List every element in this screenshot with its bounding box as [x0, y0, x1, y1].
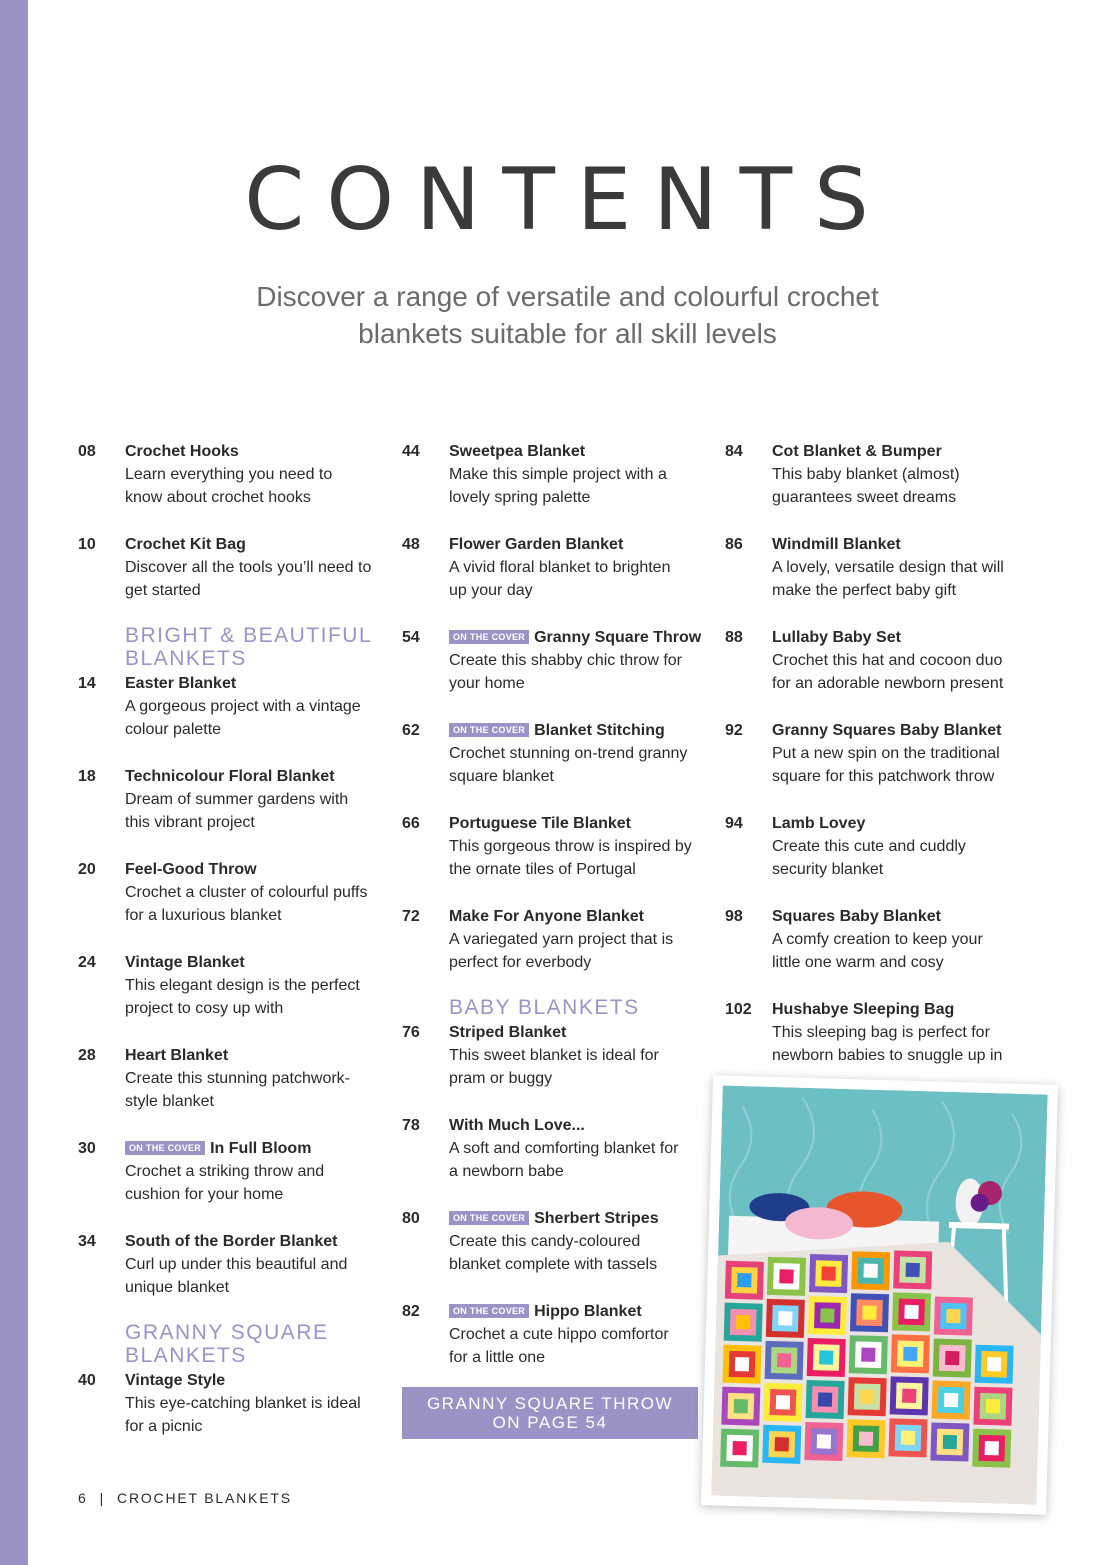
- entry-title: Vintage Blanket: [125, 954, 245, 971]
- contents-entry[interactable]: [78, 440, 388, 509]
- contents-entry[interactable]: [402, 440, 712, 509]
- cover-callout-line: GRANNY SQUARE THROW: [426, 1394, 674, 1413]
- contents-entry[interactable]: [402, 1021, 712, 1090]
- entry-description: square for this patchwork throw: [772, 768, 995, 785]
- entry-description: Create this cute and cuddly: [772, 838, 966, 855]
- page-number: 98: [725, 908, 743, 925]
- contents-entry[interactable]: [725, 626, 1045, 695]
- footer-page-number: 6: [78, 1490, 88, 1506]
- page-number: 28: [78, 1047, 96, 1064]
- entry-title-text: Granny Square Throw: [534, 629, 702, 646]
- contents-entry[interactable]: [78, 533, 388, 602]
- entry-title: Granny Squares Baby Blanket: [772, 722, 1002, 739]
- page-number: 24: [78, 954, 96, 971]
- page-number: 88: [725, 629, 743, 646]
- page-number: 40: [78, 1372, 96, 1389]
- page-number: 84: [725, 443, 743, 460]
- section-heading-granny-square: [78, 1321, 388, 1367]
- contents-entry[interactable]: [725, 905, 1045, 974]
- entry-description: This sleeping bag is perfect for: [772, 1024, 990, 1041]
- entry-description: Make this simple project with a: [449, 466, 667, 483]
- entry-title-text: Hippo Blanket: [534, 1303, 642, 1320]
- entry-description: Dream of summer gardens with: [125, 791, 349, 808]
- entry-title: Squares Baby Blanket: [772, 908, 941, 925]
- contents-entry[interactable]: [402, 1114, 712, 1183]
- page-number: 10: [78, 536, 96, 553]
- entry-description: Crochet a striking throw and: [125, 1163, 325, 1180]
- page-number: 80: [402, 1210, 420, 1227]
- page-number: 18: [78, 768, 96, 785]
- entry-title: Feel-Good Throw: [125, 861, 257, 878]
- entry-title-text: Sherbert Stripes: [534, 1210, 659, 1227]
- on-the-cover-badge: ON THE COVER: [125, 1141, 205, 1155]
- contents-entry[interactable]: [402, 812, 712, 881]
- on-the-cover-badge: ON THE COVER: [449, 1211, 529, 1225]
- contents-entry[interactable]: [78, 858, 388, 927]
- page-number: 94: [725, 815, 743, 832]
- entry-description: for a luxurious blanket: [125, 907, 282, 924]
- contents-entry[interactable]: [78, 1044, 388, 1113]
- entry-title: South of the Border Blanket: [125, 1233, 338, 1250]
- entry-description: for an adorable newborn present: [772, 675, 1004, 692]
- entry-description: A gorgeous project with a vintage: [125, 698, 361, 715]
- entry-description: newborn babies to snuggle up in: [772, 1047, 1003, 1064]
- contents-entry[interactable]: [725, 998, 1045, 1067]
- page-number: 66: [402, 815, 420, 832]
- entry-title: Make For Anyone Blanket: [449, 908, 645, 925]
- entry-title: Crochet Kit Bag: [125, 536, 246, 553]
- on-the-cover-badge: ON THE COVER: [449, 723, 529, 737]
- contents-entry[interactable]: [402, 533, 712, 602]
- page-number: 82: [402, 1303, 420, 1320]
- entry-description: security blanket: [772, 861, 884, 878]
- section-heading-line: BABY BLANKETS: [449, 996, 640, 1019]
- section-heading-bright-beautiful: [78, 624, 388, 670]
- entry-title: Heart Blanket: [125, 1047, 229, 1064]
- page-title: CONTENTS: [244, 150, 891, 250]
- page-number: 54: [402, 629, 420, 646]
- entry-description: square blanket: [449, 768, 554, 785]
- entry-description: cushion for your home: [125, 1186, 284, 1203]
- entry-description: get started: [125, 582, 201, 599]
- section-heading-baby-blankets: [402, 996, 712, 1019]
- entry-description: blanket complete with tassels: [449, 1256, 658, 1273]
- contents-column-3: [725, 440, 1045, 1091]
- entry-description: the ornate tiles of Portugal: [449, 861, 636, 878]
- on-the-cover-badge: ON THE COVER: [449, 1304, 529, 1318]
- page-number: 92: [725, 722, 743, 739]
- entry-description: know about crochet hooks: [125, 489, 311, 506]
- entry-title: Striped Blanket: [449, 1024, 567, 1041]
- entry-title-text: In Full Bloom: [210, 1140, 312, 1157]
- entry-title: [449, 626, 712, 649]
- entry-title-text: Blanket Stitching: [534, 722, 665, 739]
- contents-column-2: [402, 440, 712, 1393]
- footer-separator: |: [99, 1490, 106, 1506]
- entry-description: Put a new spin on the traditional: [772, 745, 1000, 762]
- entry-title: Flower Garden Blanket: [449, 536, 624, 553]
- contents-entry[interactable]: [725, 440, 1045, 509]
- entry-title: [125, 1137, 388, 1160]
- entry-description: a newborn babe: [449, 1163, 564, 1180]
- page-number: 34: [78, 1233, 96, 1250]
- entry-description: Crochet a cluster of colourful puffs: [125, 884, 368, 901]
- entry-description: unique blanket: [125, 1279, 230, 1296]
- entry-description: Learn everything you need to: [125, 466, 333, 483]
- entry-title: With Much Love...: [449, 1117, 585, 1134]
- contents-entry[interactable]: [78, 1230, 388, 1299]
- section-heading-line: BLANKETS: [125, 647, 247, 670]
- entry-description: your home: [449, 675, 525, 692]
- entry-title: Hushabye Sleeping Bag: [772, 1001, 955, 1018]
- entry-title: Windmill Blanket: [772, 536, 901, 553]
- contents-entry[interactable]: [402, 905, 712, 974]
- page-number: 48: [402, 536, 420, 553]
- entry-description: This sweet blanket is ideal for: [449, 1047, 659, 1064]
- entry-title: [449, 1207, 712, 1230]
- page-number: 20: [78, 861, 96, 878]
- entry-title: Lullaby Baby Set: [772, 629, 901, 646]
- page-number: 76: [402, 1024, 420, 1041]
- contents-column-1: [78, 440, 388, 1462]
- entry-title: Cot Blanket & Bumper: [772, 443, 942, 460]
- entry-description: A variegated yarn project that is: [449, 931, 674, 948]
- entry-description: This elegant design is the perfect: [125, 977, 360, 994]
- entry-description: A soft and comforting blanket for: [449, 1140, 679, 1157]
- entry-title: [449, 1300, 712, 1323]
- contents-entry[interactable]: [402, 1207, 712, 1276]
- entry-description: Crochet stunning on-trend granny: [449, 745, 688, 762]
- section-heading-line: BRIGHT & BEAUTIFUL: [125, 624, 373, 647]
- cover-callout-box[interactable]: [402, 1387, 698, 1439]
- contents-entry[interactable]: [78, 951, 388, 1020]
- entry-description: for a little one: [449, 1349, 546, 1366]
- bedroom-photo-illustration: [711, 1086, 1047, 1505]
- entry-description: Crochet a cute hippo comfortor: [449, 1326, 669, 1343]
- contents-entry[interactable]: [78, 672, 388, 741]
- page-number: 78: [402, 1117, 420, 1134]
- contents-entry[interactable]: [402, 719, 712, 788]
- entry-description: guarantees sweet dreams: [772, 489, 957, 506]
- page-footer: [78, 1490, 292, 1506]
- contents-entry[interactable]: [725, 533, 1045, 602]
- entry-title: Easter Blanket: [125, 675, 237, 692]
- entry-title: Portuguese Tile Blanket: [449, 815, 631, 832]
- entry-title: Vintage Style: [125, 1372, 226, 1389]
- section-heading-line: GRANNY SQUARE: [125, 1321, 329, 1344]
- page-number: 102: [725, 1001, 752, 1018]
- page-number: 72: [402, 908, 420, 925]
- page-subtitle: [28, 278, 1107, 352]
- entry-description: Create this candy-coloured: [449, 1233, 641, 1250]
- entry-description: A vivid floral blanket to brighten: [449, 559, 671, 576]
- entry-description: project to cosy up with: [125, 1000, 284, 1017]
- footer-magazine-title: CROCHET BLANKETS: [117, 1490, 292, 1506]
- entry-title: Sweetpea Blanket: [449, 443, 586, 460]
- page-number: 08: [78, 443, 96, 460]
- subtitle-line: blankets suitable for all skill levels: [358, 318, 777, 349]
- page-number: 62: [402, 722, 420, 739]
- entry-description: lovely spring palette: [449, 489, 591, 506]
- on-the-cover-badge: ON THE COVER: [449, 630, 529, 644]
- page-number: 44: [402, 443, 420, 460]
- section-heading-line: BLANKETS: [125, 1344, 247, 1367]
- entry-description: pram or buggy: [449, 1070, 553, 1087]
- contents-entry[interactable]: [78, 1369, 388, 1438]
- subtitle-line: Discover a range of versatile and colourful crochet: [256, 281, 879, 312]
- contents-entry[interactable]: [402, 626, 712, 695]
- entry-description: little one warm and cosy: [772, 954, 944, 971]
- page-number: 14: [78, 675, 96, 692]
- entry-description: A comfy creation to keep your: [772, 931, 983, 948]
- entry-description: This baby blanket (almost): [772, 466, 960, 483]
- contents-entry[interactable]: [78, 1137, 388, 1206]
- entry-description: Create this shabby chic throw for: [449, 652, 682, 669]
- entry-description: perfect for everbody: [449, 954, 592, 971]
- contents-entry[interactable]: [725, 812, 1045, 881]
- entry-title: Technicolour Floral Blanket: [125, 768, 335, 785]
- entry-title: [449, 719, 712, 742]
- cover-callout-line: ON PAGE 54: [492, 1413, 608, 1432]
- entry-description: This eye-catching blanket is ideal: [125, 1395, 361, 1412]
- contents-entry[interactable]: [725, 719, 1045, 788]
- entry-description: style blanket: [125, 1093, 214, 1110]
- blanket-photo: [701, 1075, 1058, 1514]
- entry-description: This gorgeous throw is inspired by: [449, 838, 692, 855]
- entry-description: A lovely, versatile design that will: [772, 559, 1004, 576]
- contents-entry[interactable]: [402, 1300, 712, 1369]
- entry-description: Discover all the tools you’ll need to: [125, 559, 372, 576]
- entry-description: make the perfect baby gift: [772, 582, 957, 599]
- entry-description: up your day: [449, 582, 533, 599]
- entry-title: Lamb Lovey: [772, 815, 866, 832]
- entry-description: for a picnic: [125, 1418, 203, 1435]
- entry-title: Crochet Hooks: [125, 443, 239, 460]
- page-number: 86: [725, 536, 743, 553]
- entry-description: Create this stunning patchwork-: [125, 1070, 350, 1087]
- page-number: 30: [78, 1140, 96, 1157]
- entry-description: colour palette: [125, 721, 222, 738]
- entry-description: this vibrant project: [125, 814, 255, 831]
- entry-description: Curl up under this beautiful and: [125, 1256, 348, 1273]
- contents-entry[interactable]: [78, 765, 388, 834]
- entry-description: Crochet this hat and cocoon duo: [772, 652, 1003, 669]
